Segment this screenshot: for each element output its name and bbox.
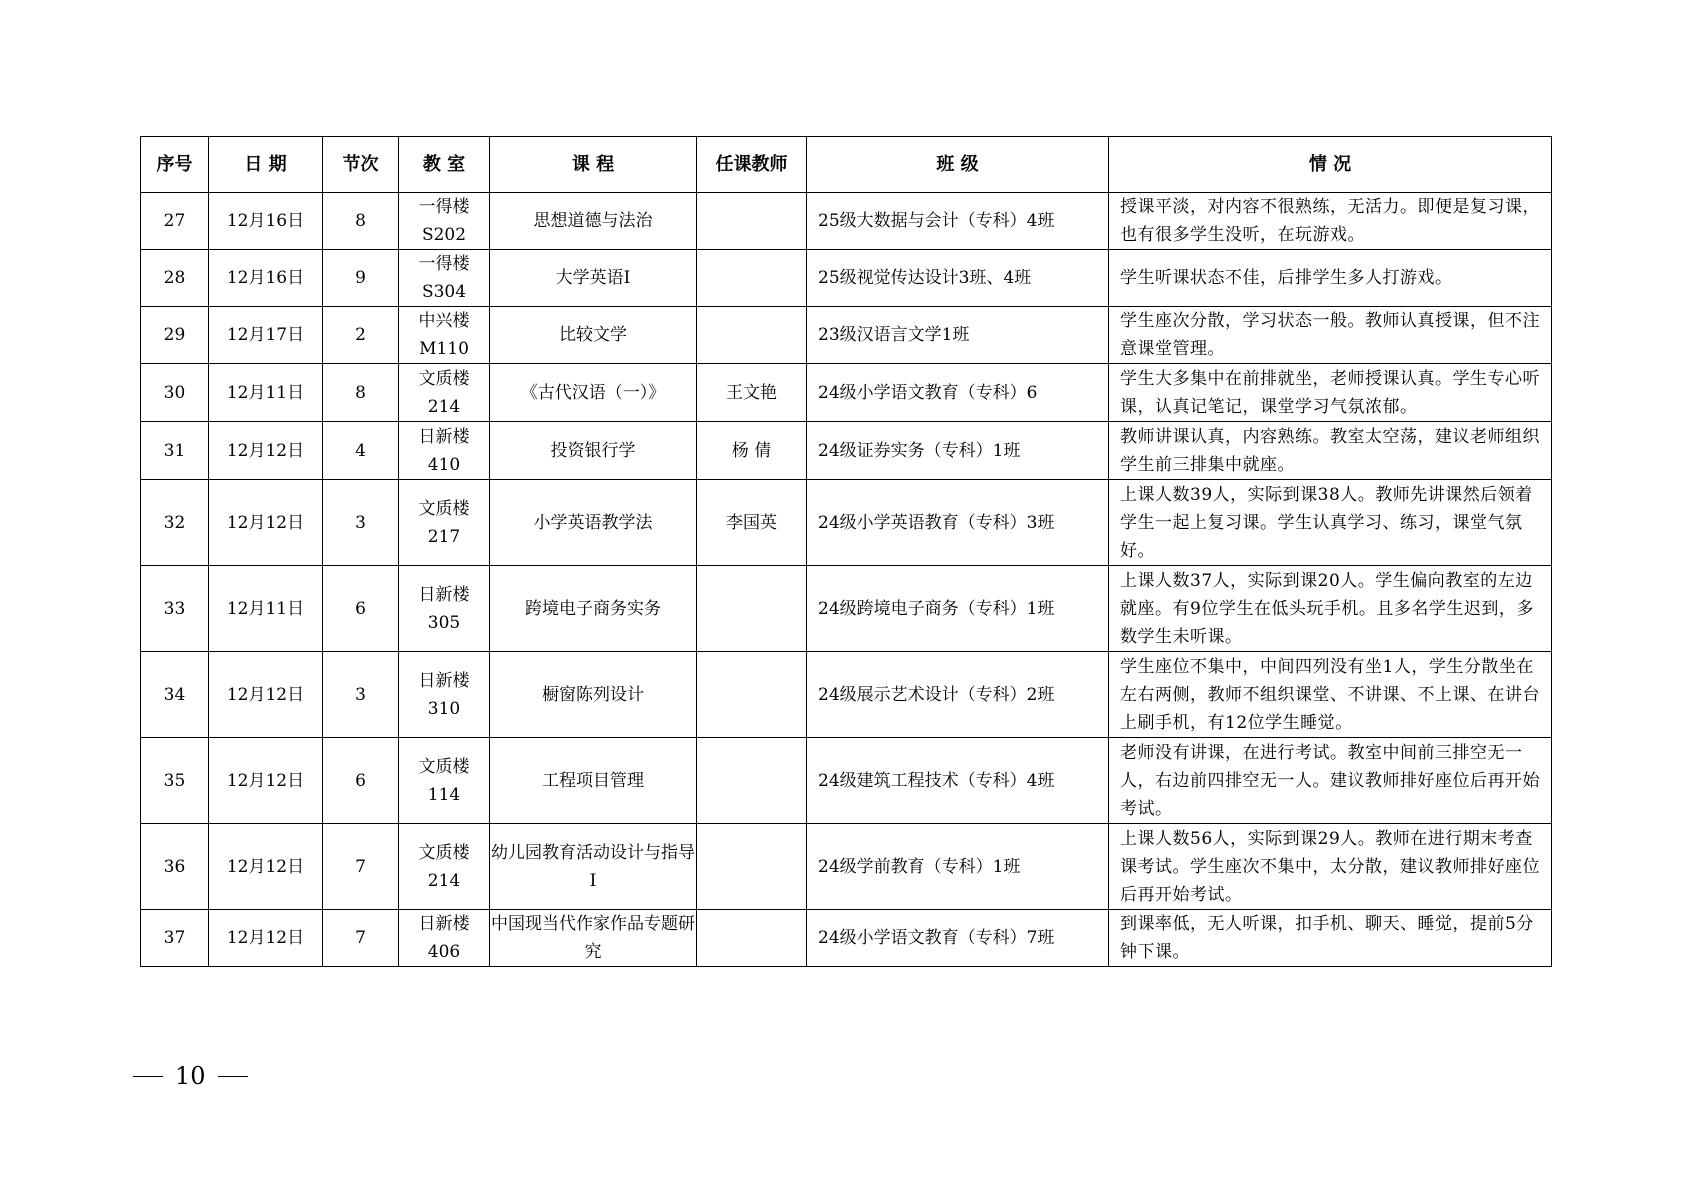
- classroom-number: S304: [421, 282, 467, 302]
- cell-date: 12月12日: [209, 824, 323, 910]
- cell-situation: 学生听课状态不佳，后排学生多人打游戏。: [1109, 250, 1552, 307]
- cell-index: 35: [141, 738, 209, 824]
- cell-date: 12月11日: [209, 566, 323, 652]
- cell-course: 投资银行学: [490, 422, 697, 480]
- classroom-number: 114: [427, 784, 461, 805]
- cell-period: 3: [323, 480, 399, 566]
- cell-course: 思想道德与法治: [490, 193, 697, 250]
- classroom-building: 文质楼: [418, 368, 470, 389]
- cell-class: 25级视觉传达设计3班、4班: [807, 250, 1109, 307]
- cell-index: 32: [141, 480, 209, 566]
- classroom-building: 中兴楼: [418, 311, 470, 331]
- table-row: [141, 566, 1552, 652]
- cell-date: 12月12日: [209, 480, 323, 566]
- cell-index: 33: [141, 566, 209, 652]
- cell-period: 3: [323, 652, 399, 738]
- cell-class: 24级小学英语教育（专科）3班: [807, 480, 1109, 566]
- cell-index: 37: [141, 910, 209, 967]
- header-teacher: 任课教师: [697, 137, 807, 193]
- cell-index: 29: [141, 307, 209, 364]
- cell-classroom: [399, 193, 490, 250]
- table-row: [141, 480, 1552, 566]
- cell-classroom: [399, 307, 490, 364]
- table-row: [141, 422, 1552, 480]
- cell-index: 31: [141, 422, 209, 480]
- cell-class: 25级大数据与会计（专科）4班: [807, 193, 1109, 250]
- cell-course: 小学英语教学法: [490, 480, 697, 566]
- classroom-building: 日新楼: [418, 914, 470, 934]
- cell-date: 12月11日: [209, 364, 323, 422]
- table-row: [141, 652, 1552, 738]
- classroom-building: 文质楼: [418, 842, 470, 863]
- classroom-building: 日新楼: [418, 670, 470, 691]
- cell-index: 27: [141, 193, 209, 250]
- cell-teacher: [697, 250, 807, 307]
- cell-course: 中国现当代作家作品专题研究: [490, 910, 697, 967]
- table-row: [141, 193, 1552, 250]
- page-footer: [133, 1062, 248, 1090]
- cell-period: 8: [323, 364, 399, 422]
- classroom-number: 305: [427, 612, 461, 633]
- cell-date: 12月17日: [209, 307, 323, 364]
- cell-teacher: 李国英: [697, 480, 807, 566]
- classroom-number: 406: [427, 942, 461, 962]
- cell-course: 跨境电子商务实务: [490, 566, 697, 652]
- classroom-number: 217: [427, 526, 461, 547]
- classroom-building: 一得楼: [418, 197, 470, 217]
- cell-date: 12月12日: [209, 910, 323, 967]
- header-course: 课 程: [490, 137, 697, 193]
- header-date: 日 期: [209, 137, 323, 193]
- cell-course: 《古代汉语（一）》: [490, 364, 697, 422]
- cell-classroom: [399, 652, 490, 738]
- page-number: 10: [175, 1062, 206, 1090]
- cell-class: 24级建筑工程技术（专科）4班: [807, 738, 1109, 824]
- cell-situation: 老师没有讲课，在进行考试。教室中间前三排空无一人，右边前四排空无一人。建议教师排好座位后再开始考试。: [1109, 738, 1552, 824]
- header-period: 节次: [323, 137, 399, 193]
- cell-situation: 教师讲课认真，内容熟练。教室太空荡，建议老师组织学生前三排集中就座。: [1109, 422, 1552, 480]
- cell-class: 24级学前教育（专科）1班: [807, 824, 1109, 910]
- cell-date: 12月16日: [209, 250, 323, 307]
- cell-situation: 上课人数37人，实际到课20人。学生偏向教室的左边就座。有9位学生在低头玩手机。且多名学生迟到，多数学生未听课。: [1109, 566, 1552, 652]
- cell-period: 6: [323, 738, 399, 824]
- header-classroom: 教 室: [399, 137, 490, 193]
- classroom-building: 一得楼: [418, 254, 470, 274]
- cell-date: 12月12日: [209, 738, 323, 824]
- cell-date: 12月12日: [209, 422, 323, 480]
- classroom-number: 214: [427, 396, 461, 417]
- cell-period: 8: [323, 193, 399, 250]
- cell-index: 28: [141, 250, 209, 307]
- cell-teacher: [697, 824, 807, 910]
- cell-situation: 上课人数56人，实际到课29人。教师在进行期末考查课考试。学生座次不集中，太分散，建议教师排好座位后再开始考试。: [1109, 824, 1552, 910]
- cell-date: 12月16日: [209, 193, 323, 250]
- header-index: 序号: [141, 137, 209, 193]
- cell-situation: 到课率低，无人听课，扣手机、聊天、睡觉，提前5分钟下课。: [1109, 910, 1552, 967]
- cell-teacher: [697, 307, 807, 364]
- table-row: [141, 910, 1552, 967]
- cell-course: 比较文学: [490, 307, 697, 364]
- footer-dash-left: [133, 1076, 163, 1077]
- footer-dash-right: [218, 1076, 248, 1077]
- cell-class: 23级汉语言文学1班: [807, 307, 1109, 364]
- cell-teacher: [697, 738, 807, 824]
- cell-classroom: [399, 738, 490, 824]
- cell-class: 24级跨境电子商务（专科）1班: [807, 566, 1109, 652]
- header-class: 班 级: [807, 137, 1109, 193]
- classroom-number: M110: [419, 339, 469, 359]
- cell-class: 24级证券实务（专科）1班: [807, 422, 1109, 480]
- cell-date: 12月12日: [209, 652, 323, 738]
- cell-course: 橱窗陈列设计: [490, 652, 697, 738]
- classroom-building: 日新楼: [418, 426, 470, 447]
- table-row: [141, 824, 1552, 910]
- classroom-building: 文质楼: [418, 756, 470, 777]
- cell-situation: 学生大多集中在前排就坐，老师授课认真。学生专心听课，认真记笔记，课堂学习气氛浓郁。: [1109, 364, 1552, 422]
- header-situation: 情 况: [1109, 137, 1552, 193]
- cell-classroom: [399, 422, 490, 480]
- cell-teacher: 杨 倩: [697, 422, 807, 480]
- table-row: [141, 307, 1552, 364]
- cell-situation: 学生座次分散，学习状态一般。教师认真授课，但不注意课堂管理。: [1109, 307, 1552, 364]
- cell-index: 34: [141, 652, 209, 738]
- cell-class: 24级展示艺术设计（专科）2班: [807, 652, 1109, 738]
- cell-class: 24级小学语文教育（专科）7班: [807, 910, 1109, 967]
- cell-period: 7: [323, 824, 399, 910]
- classroom-building: 日新楼: [418, 584, 470, 605]
- cell-classroom: [399, 250, 490, 307]
- cell-teacher: [697, 652, 807, 738]
- classroom-number: S202: [421, 225, 467, 245]
- cell-situation: 学生座位不集中，中间四列没有坐1人，学生分散坐在左右两侧，教师不组织课堂、不讲课、不上课、在讲台上刷手机，有12位学生睡觉。: [1109, 652, 1552, 738]
- table-row: [141, 738, 1552, 824]
- cell-period: 2: [323, 307, 399, 364]
- cell-class: 24级小学语文教育（专科）6: [807, 364, 1109, 422]
- cell-period: 6: [323, 566, 399, 652]
- cell-teacher: [697, 193, 807, 250]
- cell-teacher: [697, 566, 807, 652]
- table-row: [141, 250, 1552, 307]
- cell-classroom: [399, 566, 490, 652]
- cell-period: 4: [323, 422, 399, 480]
- inspection-table: [140, 136, 1552, 967]
- table-row: [141, 364, 1552, 422]
- cell-index: 30: [141, 364, 209, 422]
- cell-period: 9: [323, 250, 399, 307]
- cell-course: 幼儿园教育活动设计与指导Ⅰ: [490, 824, 697, 910]
- cell-classroom: [399, 364, 490, 422]
- cell-classroom: [399, 480, 490, 566]
- classroom-number: 410: [427, 454, 461, 475]
- table-header-row: [141, 137, 1552, 193]
- classroom-number: 310: [427, 698, 461, 719]
- cell-period: 7: [323, 910, 399, 967]
- cell-classroom: [399, 910, 490, 967]
- cell-index: 36: [141, 824, 209, 910]
- classroom-building: 文质楼: [418, 498, 470, 519]
- classroom-number: 214: [427, 870, 461, 891]
- cell-teacher: 王文艳: [697, 364, 807, 422]
- cell-teacher: [697, 910, 807, 967]
- cell-course: 大学英语Ⅰ: [490, 250, 697, 307]
- cell-classroom: [399, 824, 490, 910]
- cell-course: 工程项目管理: [490, 738, 697, 824]
- cell-situation: 上课人数39人，实际到课38人。教师先讲课然后领着学生一起上复习课。学生认真学习、练习，课堂气氛好。: [1109, 480, 1552, 566]
- cell-situation: 授课平淡，对内容不很熟练，无活力。即便是复习课，也有很多学生没听，在玩游戏。: [1109, 193, 1552, 250]
